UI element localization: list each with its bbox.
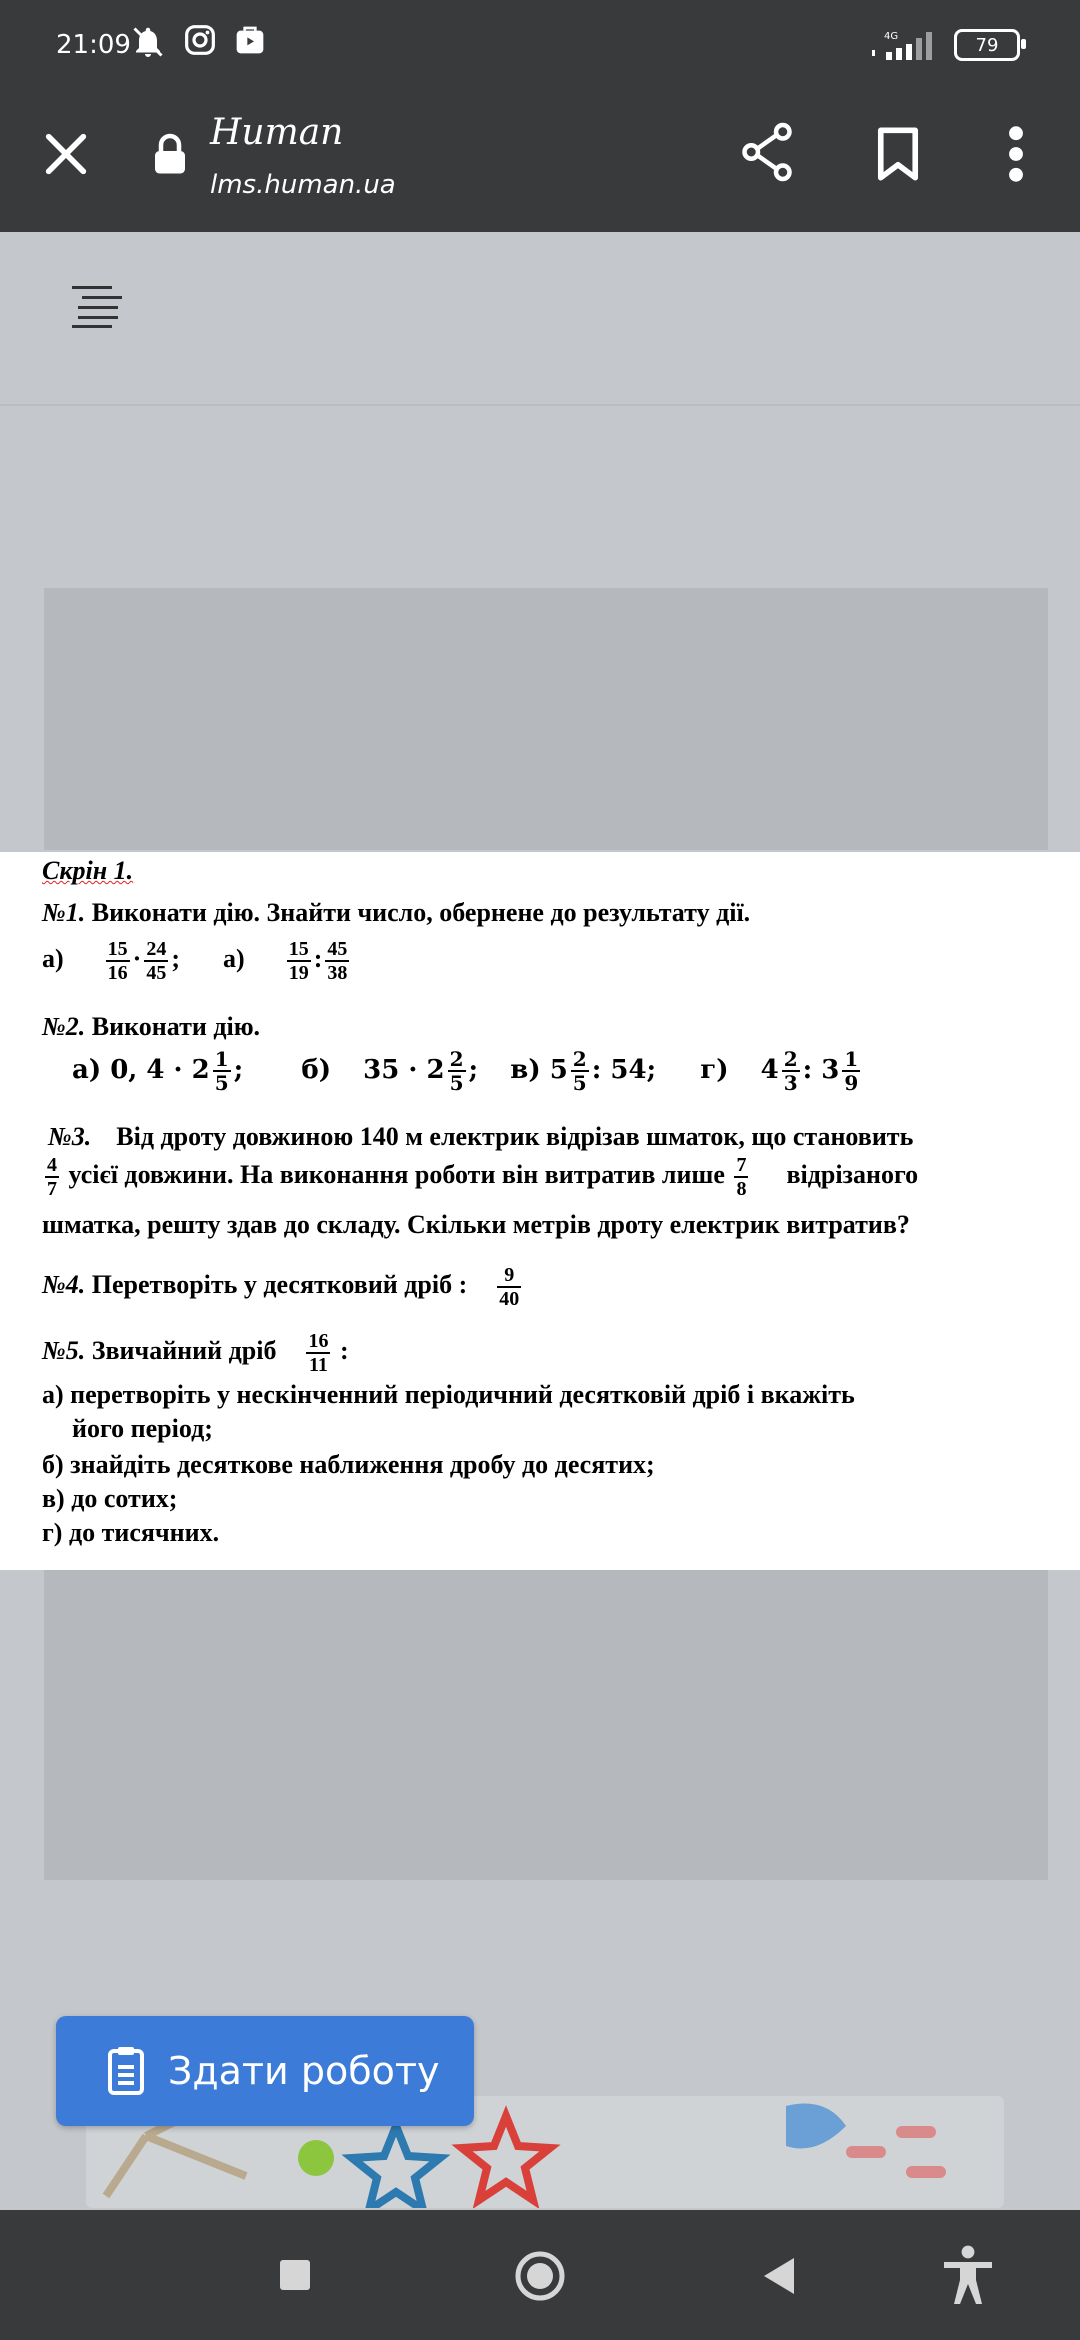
submit-work-label: Здати роботу	[168, 2049, 440, 2093]
task2-b-expr: 35 · 2	[363, 1055, 445, 1085]
fraction	[497, 1264, 521, 1310]
task5-title	[42, 1330, 349, 1376]
fraction-numerator: 9	[497, 1264, 521, 1288]
status-notification-icons	[130, 24, 266, 60]
task4	[42, 1264, 524, 1310]
page-url[interactable]: lms.human.ua	[210, 170, 396, 200]
assignment-document	[0, 852, 1080, 1570]
fraction	[782, 1048, 800, 1094]
network-type: 4G	[884, 31, 899, 42]
task2-b-label: б)	[301, 1055, 332, 1085]
fraction-denominator: 45	[146, 962, 167, 984]
task4-number: №4.	[42, 1269, 86, 1299]
accessibility-icon[interactable]	[940, 2244, 996, 2306]
more-options-icon[interactable]	[1004, 124, 1028, 184]
task1-a-label: а)	[42, 943, 64, 973]
clipboard-icon	[106, 2045, 146, 2097]
image-placeholder-top	[44, 588, 1048, 850]
fraction-denominator: 19	[288, 962, 309, 984]
fraction	[144, 938, 168, 984]
fraction-denominator: 16	[107, 962, 128, 984]
doc-heading: Скрін 1.	[42, 856, 134, 885]
back-icon[interactable]	[760, 2256, 796, 2296]
task2-d-mid: : 3	[802, 1055, 840, 1085]
task3-line3: шматка, решту здав до складу. Скільки метрів дроту електрик витратив?	[42, 1210, 910, 1239]
fraction-numerator: 2	[449, 1047, 464, 1071]
task5-item-a: а) перетворіть у нескінченний періодичний десятковій дріб і вкажіть	[42, 1380, 855, 1409]
page-title: Human	[210, 112, 344, 153]
fraction-denominator: 8	[736, 1178, 747, 1200]
fraction-denominator: 11	[309, 1354, 328, 1376]
task2-c-tail: : 54;	[591, 1055, 657, 1085]
fraction	[325, 938, 349, 984]
fraction-denominator: 5	[572, 1071, 587, 1095]
task1-text: Виконати дію. Знайти число, обернене до результату дії.	[91, 898, 751, 927]
fraction-denominator: 5	[449, 1071, 464, 1095]
task2-expressions: а) 0, 4 · 2 $\frac{1}{5}$ ; б) 35 · 2 $\frac{2}{5}$ ; в) 5 $\frac{2}{5}$ : 54; г) 4 $\frac{2}{3}$ : 3 $\frac{1}{9}$	[72, 1047, 859, 1095]
close-icon[interactable]	[40, 128, 92, 180]
task3-text-line1: Від дроту довжиною 140 м електрик відрізав шматок, що становить	[116, 1122, 914, 1151]
fraction	[842, 1048, 860, 1094]
submit-work-button[interactable]	[56, 2016, 474, 2126]
fraction-numerator: 2	[783, 1047, 798, 1071]
fraction	[213, 1048, 231, 1094]
fraction	[106, 938, 130, 984]
image-placeholder-bottom	[44, 1570, 1048, 1880]
battery-level: 79	[975, 34, 999, 56]
task3-text-line2a: усієї довжини. На виконання роботи він витратив лише	[68, 1159, 725, 1189]
recent-apps-icon[interactable]	[278, 2258, 312, 2292]
task3-number: №3.	[48, 1122, 92, 1151]
home-icon[interactable]	[512, 2248, 568, 2304]
task2-c-label: в)	[510, 1055, 541, 1085]
task5-text: Звичайний дріб	[91, 1335, 277, 1365]
fraction-denominator: 38	[327, 962, 348, 984]
task3-line2	[42, 1154, 918, 1200]
menu-icon[interactable]	[72, 284, 122, 328]
fraction	[571, 1048, 589, 1094]
task5-item-c: в) до сотих;	[42, 1484, 178, 1513]
bell-off-icon	[130, 24, 166, 60]
fraction-numerator: 24	[146, 938, 167, 960]
fraction-numerator: 16	[308, 1330, 329, 1352]
fraction-numerator: 4	[47, 1154, 57, 1176]
task1-title	[42, 898, 750, 928]
task2-d-expr: 4	[760, 1055, 779, 1085]
task2-a-expr: 0, 4 · 2	[110, 1055, 210, 1085]
task1-number: №1.	[42, 898, 86, 927]
status-time: 21:09	[56, 30, 131, 60]
fraction	[448, 1048, 466, 1094]
content-header	[0, 232, 1080, 406]
task4-text: Перетворіть у десятковий дріб :	[91, 1269, 468, 1299]
task5-item-b: б) знайдіть десяткове наближення дробу до десятих;	[42, 1450, 655, 1479]
task1-expressions: а) $\frac{15}{16}$ · $\frac{24}{45}$ ; а) $\frac{15}{19}$ : $\frac{45}{38}$	[42, 938, 348, 984]
fraction-denominator: 5	[214, 1071, 229, 1095]
fraction-denominator: 7	[47, 1178, 57, 1200]
fraction-denominator: 40	[499, 1288, 520, 1310]
task2-a-label: а)	[72, 1055, 102, 1085]
task2-c-expr: 5	[549, 1055, 568, 1085]
lock-icon	[152, 132, 188, 176]
fraction	[45, 1154, 59, 1200]
fraction-numerator: 2	[572, 1047, 587, 1071]
fraction-denominator: 9	[844, 1071, 859, 1095]
signal-icon	[870, 28, 940, 62]
bookmark-icon[interactable]	[876, 126, 920, 182]
task5-colon: :	[339, 1335, 349, 1365]
fraction-numerator: 7	[736, 1154, 747, 1176]
fraction-numerator: 45	[327, 938, 348, 960]
task2-title	[42, 1012, 260, 1042]
task1-separator: ;	[171, 943, 181, 973]
play-store-icon	[234, 24, 266, 56]
fraction-numerator: 15	[288, 938, 309, 960]
share-icon[interactable]	[740, 122, 794, 182]
task2-number: №2.	[42, 1012, 86, 1041]
instagram-icon	[184, 24, 216, 56]
task3-line1	[48, 1122, 913, 1152]
system-nav-bar	[0, 2210, 1080, 2340]
task3-text-line2b: відрізаного	[786, 1159, 919, 1189]
fraction-numerator: 1	[214, 1047, 229, 1071]
task5-number: №5.	[42, 1335, 86, 1365]
fraction-numerator: 1	[844, 1047, 859, 1071]
battery-indicator	[954, 29, 1020, 61]
task1-b-label: а)	[223, 943, 245, 973]
fraction	[734, 1154, 748, 1200]
fraction	[287, 938, 311, 984]
fraction	[306, 1330, 330, 1376]
task5-item-d: г) до тисячних.	[42, 1518, 220, 1547]
browser-toolbar	[0, 92, 1080, 232]
status-bar	[0, 0, 1080, 92]
fraction-denominator: 3	[783, 1071, 798, 1095]
task5-item-a-cont: його період;	[72, 1414, 213, 1443]
fraction-numerator: 15	[107, 938, 128, 960]
task2-d-label: г)	[700, 1055, 729, 1085]
task2-text: Виконати дію.	[91, 1012, 261, 1041]
